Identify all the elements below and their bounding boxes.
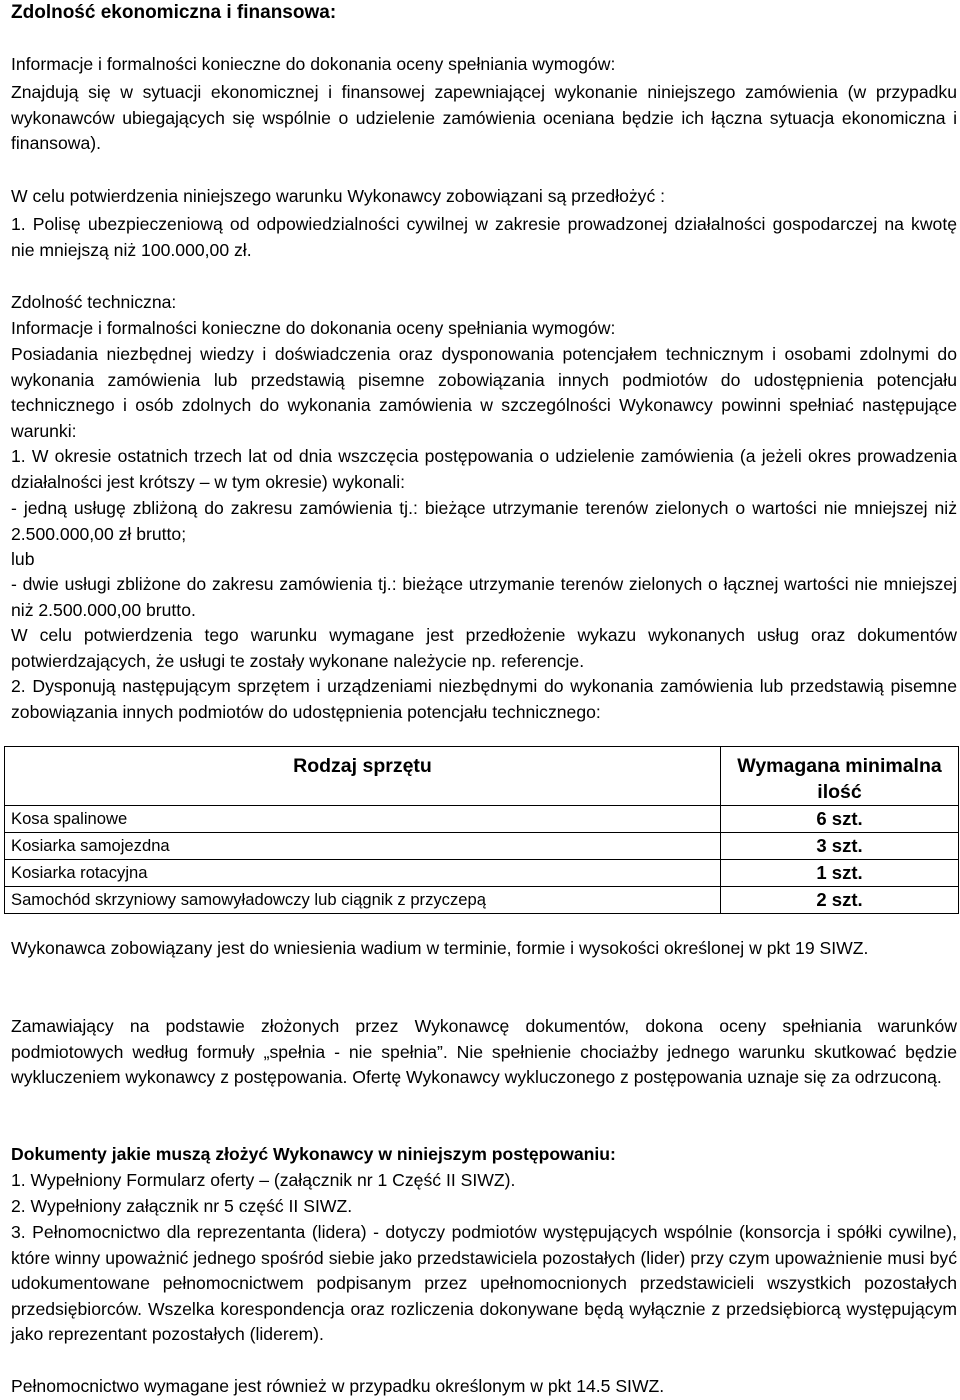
- economic-intro: Informacje i formalności konieczne do dokonania oceny spełniania wymogów:: [11, 54, 616, 74]
- equipment-table: [4, 746, 959, 914]
- technical-or: lub: [11, 549, 35, 569]
- technical-heading: Zdolność techniczna:: [11, 292, 177, 312]
- table-row: [5, 806, 959, 833]
- economic-heading: Zdolność ekonomiczna i finansowa:: [11, 2, 337, 23]
- technical-confirm: W celu potwierdzenia tego warunku wymagane jest przedłożenie wykazu wykonanych usług oraz dokumentów potwierdzających, że usługi te zostały wykonane należycie np. referencje.: [11, 625, 957, 671]
- technical-item-1: 1. W okresie ostatnich trzech lat od dnia wszczęcia postępowania o udzielenie zamówienia (a jeżeli okres prowadzenia działalności jest krótszy – w tym okresie) wykonali:: [11, 446, 957, 492]
- equipment-name: Kosiarka rotacyjna: [5, 860, 721, 887]
- technical-text: Posiadania niezbędnej wiedzy i doświadczenia oraz dysponowania potencjałem technicznym i osobami zdolnymi do wykonania zamówienia lub przedstawią pisemne zobowiązania innych podmiotów do udostępnienia potencjału technicznego i osób zdolnych do wykonania zamówienia w szczególności Wykonawcy powinni spełniać następujące warunki:: [11, 344, 957, 441]
- technical-option-2: - dwie usługi zbliżone do zakresu zamówienia tj.: bieżące utrzymanie terenów zielonych o łącznej wartości nie mniejszej niż 2.500.000,00 brutto.: [11, 574, 957, 620]
- economic-text: Znajdują się w sytuacji ekonomicznej i finansowej zapewniającej wykonanie niniejszego zamówienia (w przypadku wykonawców ubiegających się wspólnie o udzielenie zamówienia oceniana będzie ich łączna sytuacja ekonomiczna i finansowa).: [11, 82, 957, 154]
- economic-item-1: 1. Polisę ubezpieczeniową od odpowiedzialności cywilnej w zakresie prowadzonej działalności gospodarczej na kwotę nie mniejszą niż 100.000,00 zł.: [11, 214, 957, 260]
- table-row: [5, 833, 959, 860]
- equipment-name: Kosa spalinowe: [5, 806, 721, 833]
- col-header-type: Rodzaj sprzętu: [5, 747, 721, 806]
- equipment-name: Kosiarka samojezdna: [5, 833, 721, 860]
- equipment-qty: 1 szt.: [721, 860, 959, 887]
- table-row: [5, 860, 959, 887]
- documents-item-3: 3. Pełnomocnictwo dla reprezentanta (lidera) - dotyczy podmiotów występujących wspólnie (konsorcja i spółki cywilne), które winny upoważnić jednego spośród siebie jako przedstawiciela pozostałych (lider) przy czym upoważnienie musi być udokumentowane pełnomocnictwem podpisanym przez upełnomocnionych przedstawicieli wszystkich pozostałych przedsiębiorców. Wszelka korespondencja oraz rozliczenia dokonywane będą wyłącznie z przedsiębiorcą występującym jako reprezentant pozostałych (liderem).: [11, 1222, 957, 1345]
- documents-item-2: 2. Wypełniony załącznik nr 5 część II SIWZ.: [11, 1196, 353, 1216]
- evaluation-text: Zamawiający na podstawie złożonych przez Wykonawcę dokumentów, dokona oceny spełniania warunków podmiotowych według formuły „spełnia - nie spełnia”. Nie spełnienie chociażby jednego warunku skutkować będzie wykluczeniem wykonawcy z postępowania. Ofertę Wykonawcy wykluczonego z postępowania uznaje się za odrzuconą.: [11, 1016, 957, 1088]
- equipment-qty: 3 szt.: [721, 833, 959, 860]
- economic-confirm: W celu potwierdzenia niniejszego warunku Wykonawcy zobowiązani są przedłożyć :: [11, 186, 666, 206]
- wadium-text: Wykonawca zobowiązany jest do wniesienia wadium w terminie, formie i wysokości określonej w pkt 19 SIWZ.: [11, 938, 869, 958]
- documents-heading: Dokumenty jakie muszą złożyć Wykonawcy w niniejszym postępowaniu:: [11, 1144, 616, 1164]
- technical-intro: Informacje i formalności konieczne do dokonania oceny spełniania wymogów:: [11, 318, 616, 338]
- table-row: [5, 887, 959, 914]
- col-header-qty: Wymagana minimalna ilość: [721, 747, 959, 806]
- documents-item-1: 1. Wypełniony Formularz oferty – (załącznik nr 1 Część II SIWZ).: [11, 1170, 516, 1190]
- table-header-row: [5, 747, 959, 806]
- technical-item-2: 2. Dysponują następującym sprzętem i urządzeniami niezbędnymi do wykonania zamówienia lub przedstawią pisemne zobowiązania innych podmiotów do udostępnienia potencjału technicznego:: [11, 676, 957, 722]
- technical-option-1: - jedną usługę zbliżoną do zakresu zamówienia tj.: bieżące utrzymanie terenów zielonych o wartości nie mniejszej niż 2.500.000,00 zł brutto;: [11, 498, 957, 544]
- equipment-name: Samochód skrzyniowy samowyładowczy lub ciągnik z przyczepą: [5, 887, 721, 914]
- equipment-qty: 6 szt.: [721, 806, 959, 833]
- documents-item-4: Pełnomocnictwo wymagane jest również w przypadku określonym w pkt 14.5 SIWZ.: [11, 1376, 665, 1396]
- equipment-qty: 2 szt.: [721, 887, 959, 914]
